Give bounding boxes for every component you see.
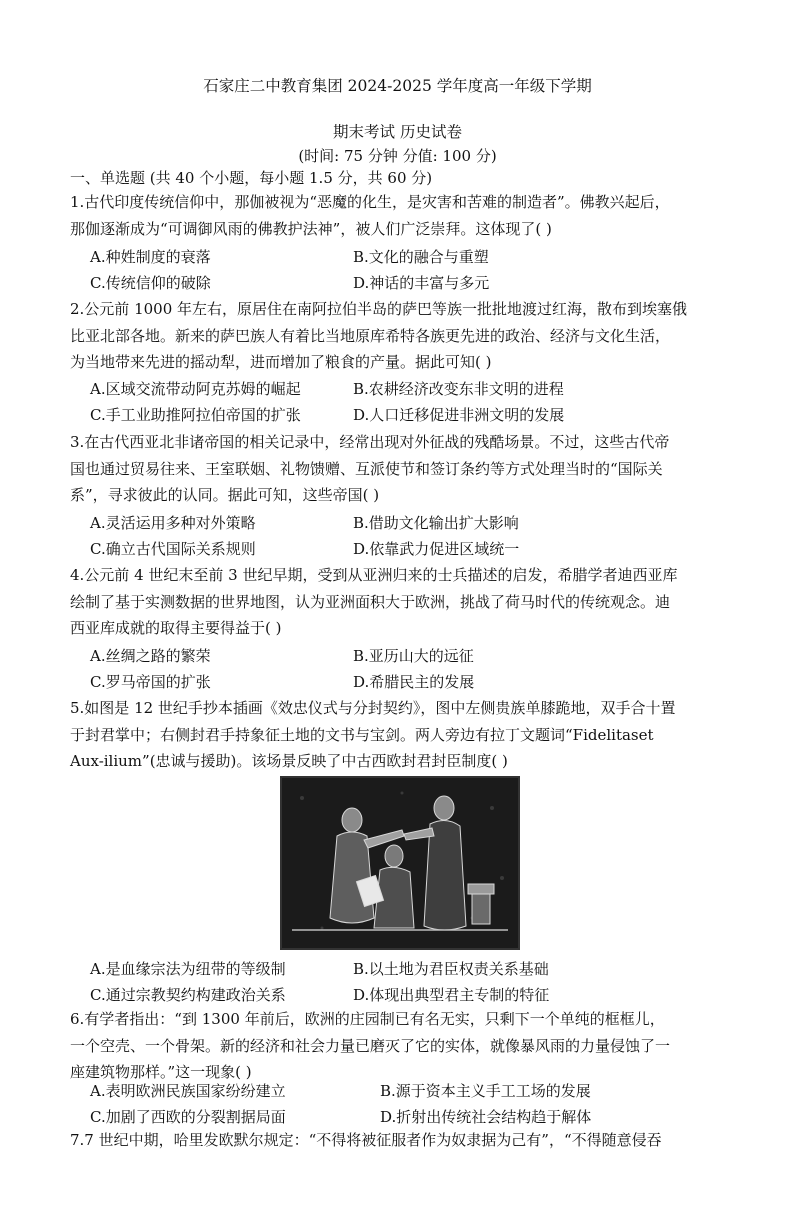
- option-b[interactable]: B.源于资本主义手工工场的发展: [380, 1081, 591, 1100]
- question-line: 2.公元前 1000 年左右，原居住在南阿拉伯半岛的萨巴等族一批批地渡过红海，散布到埃塞俄: [70, 300, 688, 318]
- option-a[interactable]: A.是血缘宗法为纽带的等级制: [90, 959, 286, 978]
- question-line: 6.有学者指出：“到 1300 年前后，欧洲的庄园制已有名无实，只剩下一个单纯的框框儿，: [70, 1010, 665, 1028]
- option-b[interactable]: B.亚历山大的远征: [353, 646, 474, 665]
- option-c[interactable]: C.手工业助推阿拉伯帝国的扩张: [90, 406, 301, 425]
- question-1: [70, 189, 736, 242]
- homage-scene-image: [282, 778, 518, 948]
- question-line: 为当地带来先进的摇动犁，进而增加了粮食的产量。据此可知( ): [70, 353, 492, 372]
- question-2-options: [90, 375, 730, 428]
- option-a[interactable]: A.灵活运用多种对外策略: [90, 513, 256, 532]
- option-b[interactable]: B.文化的融合与重塑: [353, 247, 489, 266]
- question-line: 5.如图是 12 世纪手抄本插画《效忠仪式与分封契约》，图中左侧贵族单膝跪地，双手合十置: [70, 699, 676, 717]
- option-a[interactable]: A.表明欧洲民族国家纷纷建立: [90, 1081, 286, 1100]
- question-1-options: [90, 243, 730, 296]
- question-line: 系”，寻求彼此的认同。据此可知，这些帝国( ): [70, 486, 380, 505]
- option-b[interactable]: B.以土地为君臣权责关系基础: [353, 959, 549, 978]
- option-b[interactable]: B.农耕经济改变东非文明的进程: [353, 379, 564, 398]
- option-c[interactable]: C.传统信仰的破除: [90, 274, 211, 293]
- option-c[interactable]: C.确立古代国际关系规则: [90, 540, 256, 559]
- question-line: 1.古代印度传统信仰中，那伽被视为“恶魔的化生，是灾害和苦难的制造者”。佛教兴起后，: [70, 193, 670, 211]
- question-line: 3.在古代西亚北非诸帝国的相关记录中，经常出现对外征战的残酷场景。不过，这些古代帝: [70, 433, 670, 451]
- option-d[interactable]: D.神话的丰富与多元: [353, 274, 490, 293]
- question-line: 7.7 世纪中期，哈里发欧默尔规定：“不得将被征服者作为奴隶据为己有”，“不得随意侵吞: [70, 1131, 662, 1149]
- option-c[interactable]: C.加剧了西欧的分裂割据局面: [90, 1108, 286, 1127]
- manuscript-illustration: [280, 776, 520, 950]
- option-b[interactable]: B.借助文化输出扩大影响: [353, 513, 519, 532]
- option-a[interactable]: A.种姓制度的衰落: [90, 247, 211, 266]
- exam-title: 石家庄二中教育集团 2024-2025 学年度高一年级下学期: [203, 77, 592, 95]
- question-6: [70, 1006, 736, 1086]
- option-d[interactable]: D.折射出传统社会结构趋于解体: [380, 1108, 592, 1127]
- question-line: 西亚库成就的取得主要得益于( ): [70, 619, 282, 638]
- option-d[interactable]: D.希腊民主的发展: [353, 673, 475, 692]
- section-heading: 一、单选题 (共 40 个小题，每小题 1.5 分，共 60 分): [70, 169, 433, 187]
- option-d[interactable]: D.人口迁移促进非洲文明的发展: [353, 406, 565, 425]
- question-line: 绘制了基于实测数据的世界地图，认为亚洲面积大于欧洲，挑战了荷马时代的传统观念。迪: [70, 592, 671, 611]
- question-line: 一个空壳、一个骨架。新的经济和社会力量已磨灭了它的实体，就像暴风雨的力量侵蚀了一: [70, 1036, 671, 1055]
- exam-info: (时间: 75 分钟 分值: 100 分): [298, 147, 497, 165]
- question-4-options: [90, 642, 730, 695]
- question-3-options: [90, 509, 730, 562]
- option-a[interactable]: A.区域交流带动阿克苏姆的崛起: [90, 379, 301, 398]
- option-a[interactable]: A.丝绸之路的繁荣: [90, 646, 211, 665]
- exam-subtitle: 期末考试 历史试卷: [333, 123, 462, 141]
- question-6-options: [90, 1077, 730, 1130]
- option-c[interactable]: C.罗马帝国的扩张: [90, 673, 211, 692]
- question-line: 那伽逐渐成为“可调御风雨的佛教护法神”，被人们广泛崇拜。这体现了( ): [70, 219, 552, 238]
- question-4: [70, 562, 736, 642]
- option-d[interactable]: D.体现出典型君主专制的特征: [353, 986, 550, 1005]
- question-5: [70, 695, 736, 775]
- question-7: [70, 1127, 736, 1154]
- question-line: 4.公元前 4 世纪末至前 3 世纪早期，受到从亚洲归来的士兵描述的启发，希腊学者迪西亚库: [70, 566, 678, 584]
- question-line: 座建筑物那样。”这一现象( ): [70, 1063, 252, 1082]
- question-line: 于封君掌中；右侧封君手持象征土地的文书与宝剑。两人旁边有拉丁文题词“Fidelitaset: [70, 725, 654, 744]
- option-c[interactable]: C.通过宗教契约构建政治关系: [90, 986, 286, 1005]
- question-line: 比亚北部各地。新来的萨巴族人有着比当地原库希特各族更先进的政治、经济与文化生活，: [70, 326, 671, 345]
- question-2: [70, 296, 736, 376]
- question-line: Aux-ilium”(忠诚与援助)。该场景反映了中古西欧封君封臣制度( ): [70, 752, 508, 771]
- question-3: [70, 429, 736, 509]
- question-line: 国也通过贸易往来、王室联姻、礼物馈赠、互派使节和签订条约等方式处理当时的“国际关: [70, 459, 663, 478]
- question-5-options: [90, 955, 730, 1008]
- option-d[interactable]: D.依靠武力促进区域统一: [353, 540, 520, 559]
